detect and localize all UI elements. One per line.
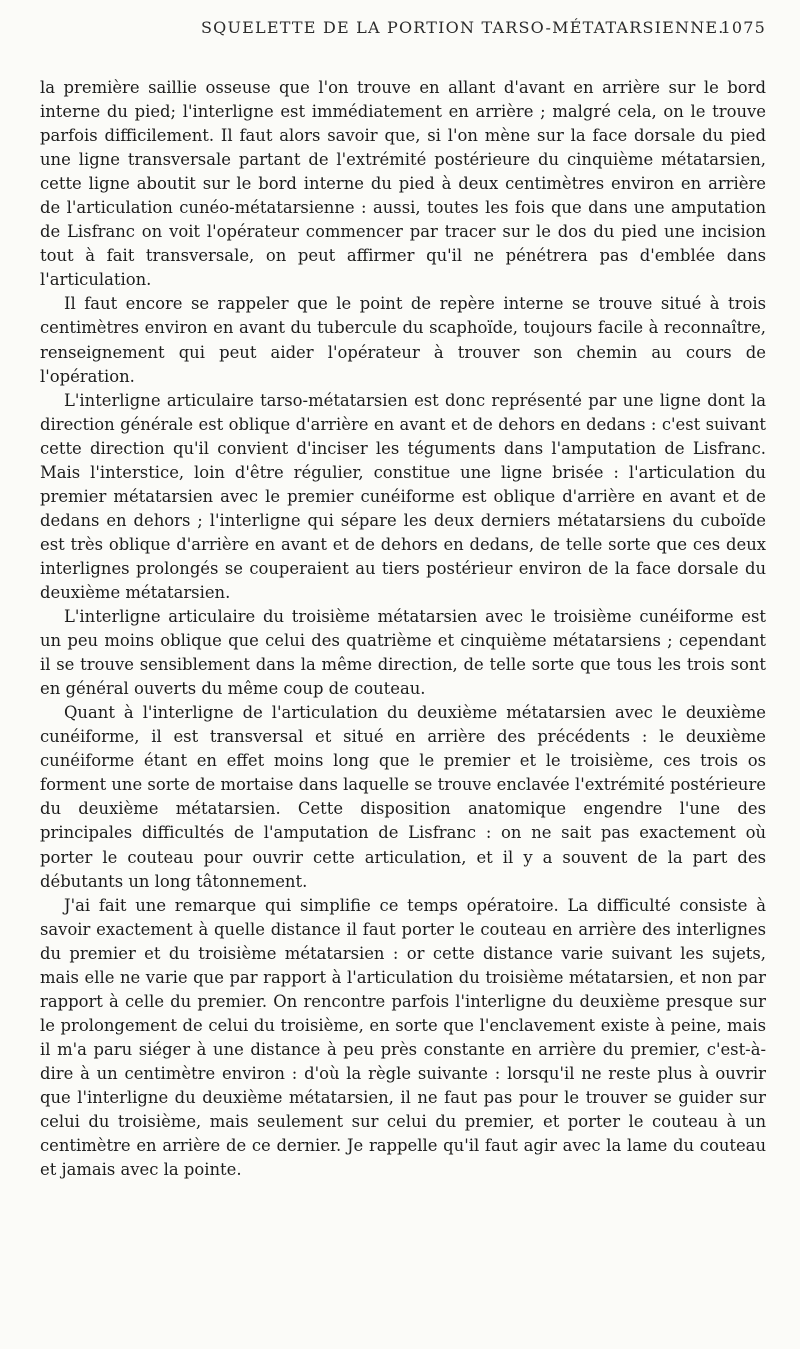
- running-title: SQUELETTE DE LA PORTION TARSO-MÉTATARSIENNE.: [201, 18, 725, 37]
- paragraph: L'interligne articulaire du troisième métatarsien avec le troisième cunéiforme est un peu moins oblique que celui des quatrième et cinquième métatarsiens ; cependant il se trouve sensiblement dans la même direction, de telle sorte que tous les trois sont en général ouverts du même coup de couteau.: [40, 607, 766, 699]
- paragraph: J'ai fait une remarque qui simplifie ce temps opératoire. La difficulté consiste à savoir exactement à quelle distance il faut porter le couteau en arrière des interlignes du premier et du troisième métatarsien : or cette distance varie suivant les sujets, mais elle ne varie que par rapport à l'articulation du troisième métatarsien, et non par rapport à celle du premier. On rencontre parfois l'interligne du deuxième presque sur le prolongement de celui du troisième, en sorte que l'enclavement existe à peine, mais il m'a paru siéger à une distance à peu près constante en arrière du premier, c'est-à-dire à un centimètre environ : d'où la règle suivante : lorsqu'il ne reste plus à ouvrir que l'interligne du deuxième métatarsien, il ne faut pas pour le trouver se guider sur celui du troisième, mais seulement sur celui du premier, et porter le couteau à un centimètre en arrière de ce dernier. Je rappelle qu'il faut agir avec la lame du couteau et jamais avec la pointe.: [40, 895, 766, 1180]
- paragraph: Quant à l'interligne de l'articulation du deuxième métatarsien avec le deuxième cunéiforme, il est transversal et situé en arrière des précédents : le deuxième cunéiforme étant en effet moins long que le premier et le troisième, ces trois os forment une sorte de mortaise dans laquelle se trouve enclavée l'extrémité postérieure du deuxième métatarsien. Cette disposition anatomique engendre l'une des principales difficultés de l'amputation de Lisfranc : on ne sait pas exactement où porter le couteau pour ouvrir cette articulation, et il y a souvent de la part des débutants un long tâtonnement.: [40, 703, 766, 891]
- running-header: [40, 18, 766, 48]
- paragraph: L'interligne articulaire tarso-métatarsien est donc représenté par une ligne dont la direction générale est oblique d'arrière en avant et de dehors en dedans : c'est suivant cette direction qu'il convient d'inciser les téguments dans l'amputation de Lisfranc. Mais l'interstice, loin d'être régulier, constitue une ligne brisée : l'articulation du premier métatarsien avec le premier cunéiforme est oblique d'arrière en avant et de dedans en dehors ; l'interligne qui sépare les deux derniers métatarsiens du cuboïde est très oblique d'arrière en avant et de dehors en dedans, de telle sorte que ces deux interlignes prolongés se couperaient au tiers postérieur environ de la face dorsale du deuxième métatarsien.: [40, 390, 766, 602]
- page-number: 1075: [720, 18, 766, 37]
- paragraph: Il faut encore se rappeler que le point de repère interne se trouve situé à trois centimètres environ en avant du tubercule du scaphoïde, toujours facile à reconnaître, renseignement qui peut aider l'opérateur à trouver son chemin au cours de l'opération.: [40, 294, 766, 386]
- body-text: [40, 76, 766, 1182]
- paragraph: la première saillie osseuse que l'on trouve en allant d'avant en arrière sur le bord interne du pied; l'interligne est immédiatement en arrière ; malgré cela, on le trouve parfois difficilement. Il faut alors savoir que, si l'on mène sur la face dorsale du pied une ligne transversale partant de l'extrémité postérieure du cinquième métatarsien, cette ligne aboutit sur le bord interne du pied à deux centimètres environ en arrière de l'articulation cunéo-métatarsienne : aussi, toutes les fois que dans une amputation de Lisfranc on voit l'opérateur commencer par tracer sur le dos du pied une incision tout à fait transversale, on peut affirmer qu'il ne pénétrera pas d'emblée dans l'articulation.: [40, 78, 766, 290]
